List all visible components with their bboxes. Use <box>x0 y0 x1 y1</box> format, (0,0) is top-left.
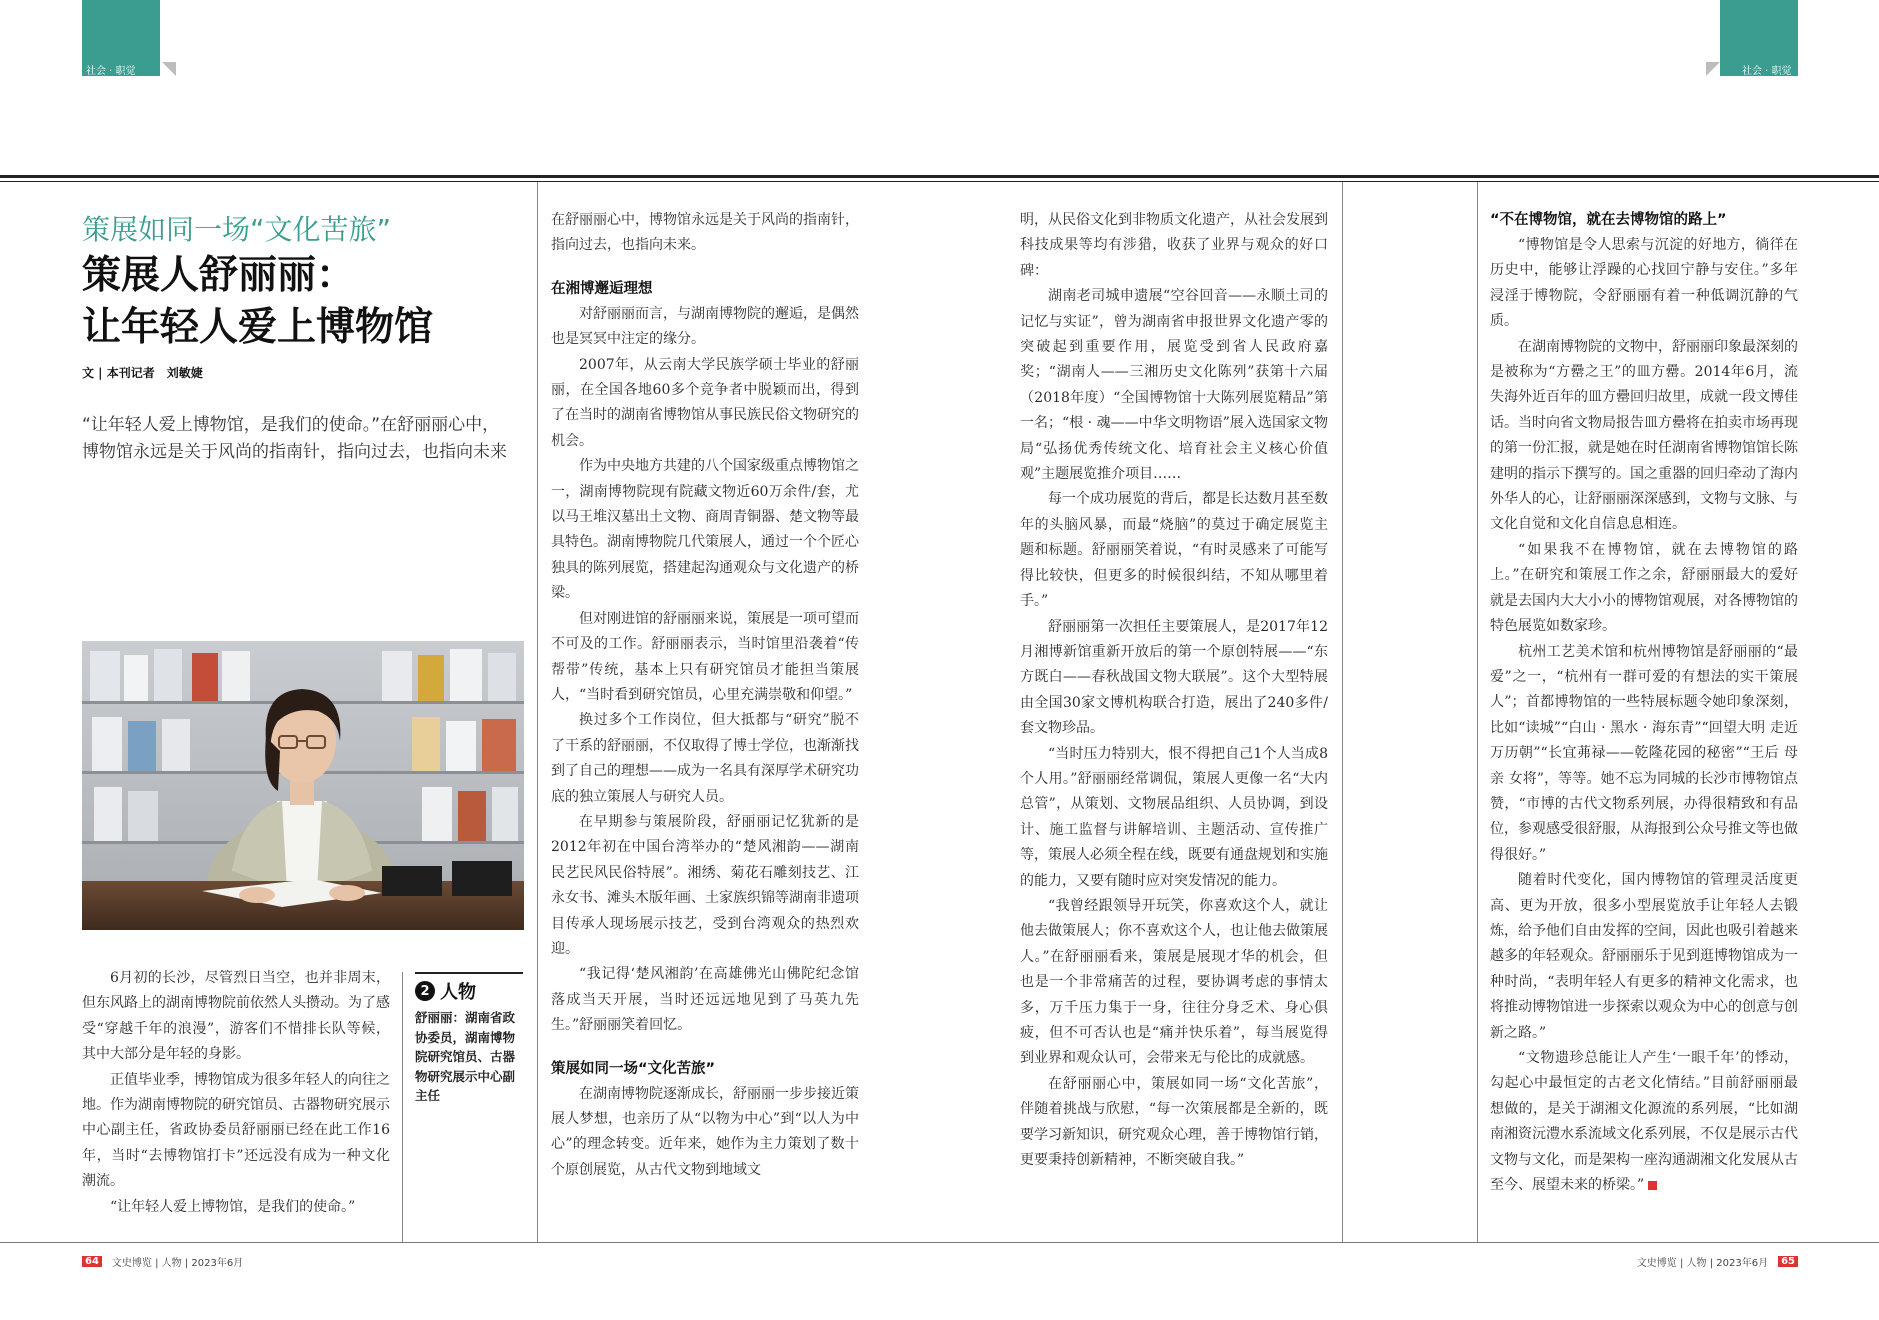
footer-text: 文史博览 | 人物 | 2023年6月 <box>1636 1258 1769 1269</box>
footer-right <box>1637 1254 1798 1269</box>
sidebar-title: 人物 <box>440 982 476 1003</box>
footer-text: 文史博览 | 人物 | 2023年6月 <box>111 1258 244 1269</box>
portrait-photo <box>82 641 524 930</box>
footer-left <box>82 1254 243 1269</box>
byline: 文 | 本刊记者 刘敏婕 <box>82 366 203 380</box>
paragraph: 湖南老司城申遗展“空谷回音——永顺土司的记忆与实证”，曾为湖南省申报世界文化遗产零的突破起到重要作用，展览受到省人民政府嘉奖；“湖南人——三湘历史文化陈列”获第十六届（2018年度）“全国博物馆十大陈列展览精品”第一名；“根 · 魂——中华文明物语”展入选国家文物局“弘扬优秀传统文化、培育社会主义核心价值观”主题展览推介项目…… <box>1020 288 1328 483</box>
column-divider <box>537 182 538 1242</box>
paragraph: 正值毕业季，博物馆成为很多年轻人的向往之地。作为湖南博物院的研究馆员、古器物研究展示中心副主任，省政协委员舒丽丽已经在此工作16年，当时“去博物馆打卡”还远没有成为一种文化潮流。 <box>82 1071 390 1190</box>
top-rule-thin <box>0 181 1879 182</box>
section-tab-left <box>82 0 160 76</box>
tab-corner-right <box>1706 62 1720 76</box>
paragraph-text: “文物遗珍总能让人产生‘一眼千年’的悸动，勾起心中最恒定的古老文化情结。”目前舒丽丽最想做的，是关于湖湘文化源流的系列展，“比如湖南湘资沅澧水系流域文化系列展，不仅是展示古代文物与文化，而是架构一座沟通湖湘文化发展从古至今、展望未来的桥梁。” <box>1490 1050 1798 1194</box>
paragraph: “让年轻人爱上博物馆，是我们的使命。” <box>110 1198 356 1215</box>
section-heading: 策展如同一场“文化苦旅” <box>551 1060 716 1077</box>
body-column-3 <box>1020 208 1328 1173</box>
paragraph: 在早期参与策展阶段，舒丽丽记忆犹新的是2012年初在中国台湾举办的“楚风湘韵——湖南民艺民风民俗特展”。湘绣、菊花石雕刻技艺、江永女书、滩头木版年画、土家族织锦等湖南非遗项目传承人现场展示技艺，受到台湾观众的热烈欢迎。 <box>551 813 859 957</box>
paragraph: “我曾经跟领导开玩笑，你喜欢这个人，就让他去做策展人；你不喜欢这个人，也让他去做策展人。”在舒丽丽看来，策展是展现才华的机会，但也是一个非常痛苦的过程，要协调考虑的事情太多，万千压力集于一身，往往分身乏术、身心俱疲，但不可否认也是“痛并快乐着”，每当展览得到业界和观众认可，会带来无与伦比的成就感。 <box>1020 897 1328 1067</box>
article-title-line2: 让年轻人爱上博物馆 <box>82 305 434 350</box>
bottom-rule <box>0 1242 1879 1243</box>
article-kicker: 策展如同一场“文化苦旅” <box>82 213 392 246</box>
paragraph: 在舒丽丽心中，策展如同一场“文化苦旅”，伴随着挑战与欣慰，“每一次策展都是全新的，既要学习新知识，研究观众心理，善于博物馆行销，更要秉持创新精神，不断突破自我。” <box>1020 1075 1328 1169</box>
section-heading: “不在博物馆，就在去博物馆的路上” <box>1490 212 1727 228</box>
paragraph: 在湖南博物院逐渐成长，舒丽丽一步步接近策展人梦想，也亲历了从“以物为中心”到“以人为中心”的理念转变。近年来，她作为主力策划了数十个原创展览，从古代文物到地域文 <box>551 1085 859 1178</box>
section-label: 社会 · 职觉 <box>86 66 136 77</box>
paragraph: “博物馆是令人思索与沉淀的好地方，徜徉在历史中，能够让浮躁的心找回宁静与安住。”多年浸淫于博物院，令舒丽丽有着一种低调沉静的气质。 <box>1490 237 1798 330</box>
article-title <box>82 250 433 354</box>
article-title-line1: 策展人舒丽丽： <box>82 253 356 298</box>
paragraph: 6月初的长沙，尽管烈日当空，也并非周末，但东风路上的湖南博物院前依然人头攒动。为了感受“穿越千年的浪漫”，游客们不惜排长队等候，其中大部分是年轻的身影。 <box>82 970 390 1063</box>
end-mark-icon <box>1648 1181 1657 1190</box>
paragraph: 舒丽丽第一次担任主要策展人，是2017年12月湘博新馆重新开放后的第一个原创特展——“东方既白——春秋战国文物大联展”。这个大型特展由全国30家文博机构联合打造，展出了240多件/套文物珍品。 <box>1020 618 1328 737</box>
paragraph <box>1490 1046 1798 1198</box>
paragraph: 但对刚进馆的舒丽丽来说，策展是一项可望而不可及的工作。舒丽丽表示，当时馆里沿袭着“传帮带”传统，基本上只有研究馆员才能担当策展人，“当时看到研究馆员，心里充满崇敬和仰望。” <box>551 610 859 703</box>
section-label: 社会 · 职觉 <box>1742 66 1792 77</box>
paragraph: 在湖南博物院的文物中，舒丽丽印象最深刻的是被称为“方罍之王”的皿方罍。2014年6月，流失海外近百年的皿方罍回归故里，成就一段文博佳话。当时向省文物局报告皿方罍将在拍卖市场再现的第一份汇报，就是她在时任湖南省博物馆馆长陈建明的指示下撰写的。国之重器的回归牵动了海内外华人的心，让舒丽丽深深感到，文物与文脉、与文化自觉和文化自信息息相连。 <box>1490 338 1798 533</box>
page-number: 65 <box>1778 1256 1798 1267</box>
paragraph: “我记得‘楚风湘韵’在高雄佛光山佛陀纪念馆落成当天开展，当时还远远地见到了马英九先生。”舒丽丽笑着回忆。 <box>551 966 859 1034</box>
profile-sidebar <box>415 972 523 1106</box>
column-divider <box>1342 182 1343 1242</box>
paragraph: 2007年，从云南大学民族学硕士毕业的舒丽丽，在全国各地60多个竞争者中脱颖而出，得到了在当时的湖南省博物馆从事民族民俗文物研究的机会。 <box>551 356 859 449</box>
sidebar-bio: 舒丽丽：湖南省政协委员，湖南博物院研究馆员、古器物研究展示中心副主任 <box>415 1010 516 1103</box>
sidebar-divider <box>402 972 403 1242</box>
top-rule <box>0 175 1879 178</box>
paragraph: 杭州工艺美术馆和杭州博物馆是舒丽丽的“最爱”之一，“杭州有一群可爱的有想法的实干策展人”；首都博物馆的一些特展标题令她印象深刻，比如“读城”“白山 · 黑水 · 海东青”“回望大明 走近万历朝”“长宜茀禄——乾隆花园的秘密”“王后 母亲 女将”，等等。她不忘为同城的长沙市博物馆点赞，“市博的古代文物系列展，办得很精致和有品位，参观感受很舒服，从海报到公众号推文等也做得很好。” <box>1490 643 1798 863</box>
paragraph: 对舒丽丽而言，与湖南博物院的邂逅，是偶然也是冥冥中注定的缘分。 <box>551 305 859 348</box>
column-divider <box>1477 182 1478 1242</box>
paragraph: 每一个成功展览的背后，都是长达数月甚至数年的头脑风暴，而最“烧脑”的莫过于确定展览主题和标题。舒丽丽笑着说，“有时灵感来了可能写得比较快，但更多的时候很纠结，不知从哪里着手。” <box>1020 491 1328 610</box>
paragraph: 在舒丽丽心中，博物馆永远是关于风尚的指南针，指向过去，也指向未来。 <box>551 212 859 254</box>
body-column-2 <box>551 208 859 1183</box>
paragraph: 换过多个工作岗位，但大抵都与“研究”脱不了干系的舒丽丽，不仅取得了博士学位，也渐渐找到了自己的理想——成为一名具有深厚学术研究功底的独立策展人与研究人员。 <box>551 712 859 805</box>
tab-corner-left <box>162 62 176 76</box>
section-tab-right <box>1720 0 1798 76</box>
page-number: 64 <box>82 1256 102 1267</box>
section-heading: 在湘博邂逅理想 <box>551 280 653 297</box>
sidebar-heading <box>415 978 523 1004</box>
paragraph: “当时压力特别大，恨不得把自己1个人当成8个人用。”舒丽丽经常调侃，策展人更像一名“大内总管”，从策划、文物展品组织、人员协调，到设计、施工监督与讲解培训、主题活动、宣传推广等，策展人必须全程在线，既要有通盘规划和实施的能力，又要有随时应对突发情况的能力。 <box>1020 745 1328 889</box>
paragraph: 随着时代变化，国内博物馆的管理灵活度更高、更为开放，很多小型展览放手让年轻人去锻炼，给予他们自由发挥的空间，因此也吸引着越来越多的年轻观众。舒丽丽乐于见到逛博物馆成为一种时尚，“表明年轻人有更多的精神文化需求，也将推动博物馆进一步探索以观众为中心的创意与创新之路。” <box>1490 872 1798 1041</box>
paragraph: 明，从民俗文化到非物质文化遗产，从社会发展到科技成果等均有涉猎，收获了业界与观众的好口碑： <box>1020 212 1328 279</box>
paragraph: “如果我不在博物馆，就在去博物馆的路上。”在研究和策展工作之余，舒丽丽最大的爱好就是去国内大大小小的博物馆观展，对各博物馆的特色展览如数家珍。 <box>1490 541 1798 635</box>
sidebar-number-badge: 2 <box>415 981 435 1001</box>
body-column-1 <box>82 966 390 1220</box>
paragraph: 作为中央地方共建的八个国家级重点博物馆之一，湖南博物院现有院藏文物近60万余件/套，尤以马王堆汉墓出土文物、商周青铜器、楚文物等最具特色。湖南博物院几代策展人，通过一个个匠心独具的陈列展览，搭建起沟通观众与文化遗产的桥梁。 <box>551 458 859 602</box>
lead-paragraph: “让年轻人爱上博物馆，是我们的使命。”在舒丽丽心中，博物馆永远是关于风尚的指南针，指向过去，也指向未来 <box>82 415 507 462</box>
body-column-4 <box>1490 208 1798 1198</box>
portrait-photo-illustration <box>82 641 524 930</box>
